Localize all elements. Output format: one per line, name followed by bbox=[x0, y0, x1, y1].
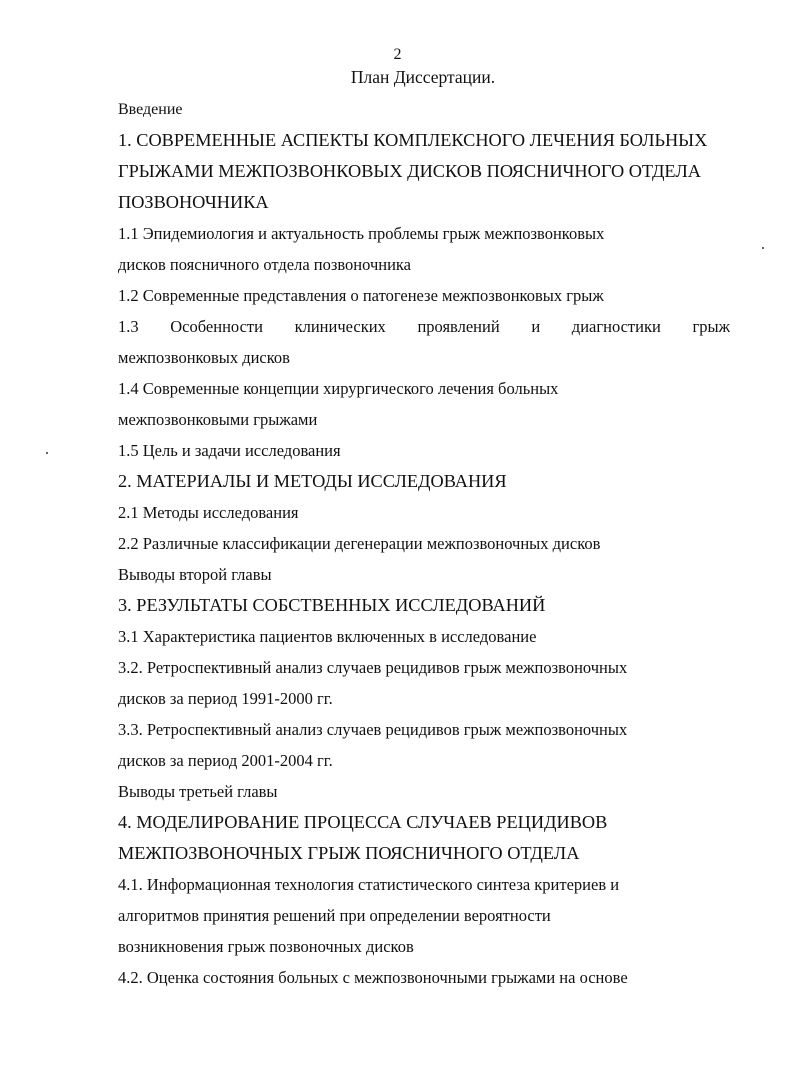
toc-word: проявлений bbox=[417, 317, 500, 336]
page-title: План Диссертации. bbox=[350, 67, 496, 87]
toc-section-3-2-line-2: дисков за период 1991-2000 гг. bbox=[118, 689, 333, 708]
toc-section-3-3-line-1: 3.3. Ретроспективный анализ случаев рецидивов грыж межпозвоночных bbox=[118, 720, 628, 739]
toc-word: грыж bbox=[692, 317, 730, 336]
toc-section-1-4-line-2: межпозвонковыми грыжами bbox=[118, 410, 318, 429]
toc-chapter-4-line-1: 4. МОДЕЛИРОВАНИЕ ПРОЦЕССА СЛУЧАЕВ РЕЦИДИВОВ bbox=[118, 812, 608, 832]
toc-chapter-2-conclusions: Выводы второй главы bbox=[118, 565, 272, 584]
toc-section-4-1-line-1: 4.1. Информационная технология статистического синтеза критериев и bbox=[118, 875, 620, 894]
table-of-contents bbox=[118, 94, 730, 993]
toc-section-1-5: 1.5 Цель и задачи исследования bbox=[118, 441, 341, 460]
toc-section-1-2: 1.2 Современные представления о патогенезе межпозвонковых грыж bbox=[118, 286, 604, 305]
scan-speck bbox=[46, 452, 48, 454]
toc-section-4-1-line-2: алгоритмов принятия решений при определении вероятности bbox=[118, 906, 551, 925]
toc-word: и bbox=[531, 317, 541, 336]
toc-section-1-3-line-1 bbox=[118, 311, 730, 342]
toc-chapter-2: 2. МАТЕРИАЛЫ И МЕТОДЫ ИССЛЕДОВАНИЯ bbox=[118, 471, 507, 491]
toc-chapter-1-line-1: 1. СОВРЕМЕННЫЕ АСПЕКТЫ КОМПЛЕКСНОГО ЛЕЧЕНИЯ БОЛЬНЫХ bbox=[118, 130, 708, 150]
toc-chapter-3: 3. РЕЗУЛЬТАТЫ СОБСТВЕННЫХ ИССЛЕДОВАНИЙ bbox=[118, 595, 546, 615]
toc-section-1-4-line-1: 1.4 Современные концепции хирургического лечения больных bbox=[118, 379, 559, 398]
toc-section-3-2-line-1: 3.2. Ретроспективный анализ случаев рецидивов грыж межпозвоночных bbox=[118, 658, 628, 677]
toc-word: диагностики bbox=[571, 317, 661, 336]
toc-section-4-2-line-1: 4.2. Оценка состояния больных с межпозвоночными грыжами на основе bbox=[118, 968, 628, 987]
toc-chapter-3-conclusions: Выводы третьей главы bbox=[118, 782, 278, 801]
toc-intro: Введение bbox=[118, 101, 183, 118]
toc-section-2-1: 2.1 Методы исследования bbox=[118, 503, 299, 522]
toc-section-1-1-line-1: 1.1 Эпидемиология и актуальность проблемы грыж межпозвонковых bbox=[118, 224, 605, 243]
toc-section-4-1-line-3: возникновения грыж позвоночных дисков bbox=[118, 937, 414, 956]
toc-section-1-1-line-2: дисков поясничного отдела позвоночника bbox=[118, 255, 411, 274]
toc-section-2-2: 2.2 Различные классификации дегенерации межпозвоночных дисков bbox=[118, 534, 601, 553]
toc-word: 1.3 bbox=[118, 317, 139, 336]
scan-speck bbox=[762, 247, 764, 249]
toc-section-3-1: 3.1 Характеристика пациентов включенных в исследование bbox=[118, 627, 537, 646]
toc-chapter-1-line-2: ГРЫЖАМИ МЕЖПОЗВОНКОВЫХ ДИСКОВ ПОЯСНИЧНОГО ОТДЕЛА bbox=[118, 161, 701, 181]
toc-section-3-3-line-2: дисков за период 2001-2004 гг. bbox=[118, 751, 333, 770]
toc-chapter-1-line-3: ПОЗВОНОЧНИКА bbox=[118, 192, 269, 212]
toc-word: клинических bbox=[294, 317, 386, 336]
toc-word: Особенности bbox=[170, 317, 263, 336]
toc-chapter-4-line-2: МЕЖПОЗВОНОЧНЫХ ГРЫЖ ПОЯСНИЧНОГО ОТДЕЛА bbox=[118, 843, 580, 863]
toc-section-1-3-line-2: межпозвонковых дисков bbox=[118, 348, 290, 367]
page-number: 2 bbox=[393, 46, 402, 63]
